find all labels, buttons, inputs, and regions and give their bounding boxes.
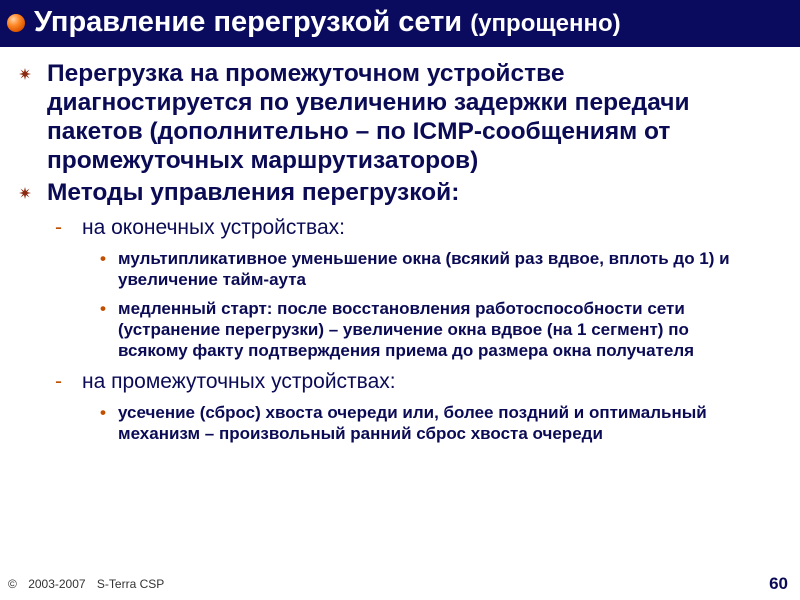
sub-item (0, 368, 800, 395)
sub-sub-item-text: мультипликативное уменьшение окна (всякий раз вдвое, вплоть до 1) и увеличение тайм-аута (118, 249, 730, 289)
bullet-item (0, 178, 800, 207)
copyright-symbol: © (8, 577, 17, 591)
sub-sub-item-text: усечение (сброс) хвоста очереди или, более поздний и оптимальный механизм – произвольный ранний сброс хвоста очереди (118, 403, 707, 443)
dot-marker: • (100, 299, 106, 318)
page-number: 60 (769, 574, 788, 593)
bullet-text: Методы управления перегрузкой: (47, 179, 460, 206)
copyright-years: 2003-2007 (28, 577, 86, 591)
slide-title (34, 5, 621, 41)
dash-marker: - (55, 370, 62, 393)
sub-sub-item (0, 248, 800, 290)
dot-marker: • (100, 249, 106, 268)
bullet-item (0, 59, 800, 175)
footer-copyright (8, 577, 164, 591)
dash-marker: - (55, 216, 62, 239)
company-name: S-Terra CSP (96, 577, 165, 591)
sub-sub-item (0, 402, 800, 444)
slide-title-qualifier: (упрощенно) (470, 10, 621, 37)
sub-item (0, 214, 800, 241)
sub-item-text: на оконечных устройствах: (82, 216, 345, 239)
starburst-bullet-icon (19, 187, 31, 199)
title-bar (0, 0, 800, 47)
sub-sub-item (0, 298, 800, 361)
slide-body (0, 50, 800, 444)
orange-bullet-icon (7, 14, 25, 32)
sub-item-text: на промежуточных устройствах: (82, 370, 396, 393)
sub-sub-item-text: медленный старт: после восстановления работоспособности сети (устранение перегрузки) – увеличение окна вдвое (на 1 сегмент) по всякому факту подтверждения приема до размера окна получателя (118, 299, 695, 360)
starburst-bullet-icon (19, 68, 31, 80)
dot-marker: • (100, 403, 106, 422)
slide-title-main: Управление перегрузкой сети (34, 6, 463, 38)
bullet-text: Перегрузка на промежуточном устройстве диагностируется по увеличению задержки передачи пакетов (дополнительно – по ICMP-сообщениям от промежуточных маршрутизаторов) (47, 60, 690, 174)
